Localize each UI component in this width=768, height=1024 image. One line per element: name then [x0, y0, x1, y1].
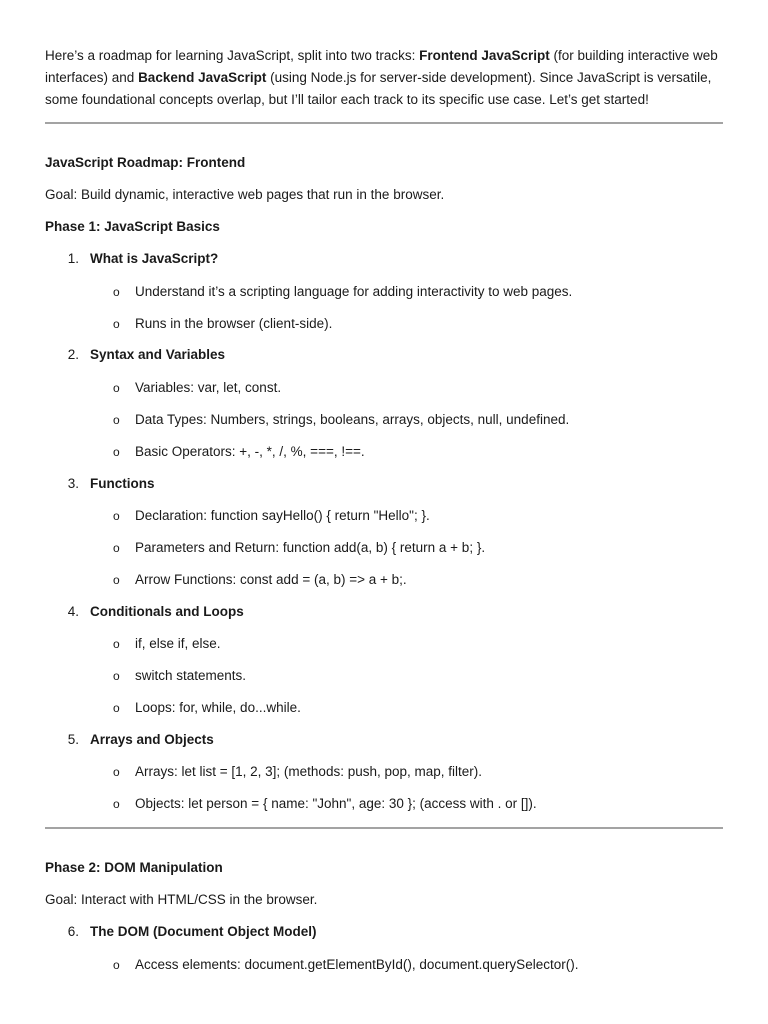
bullet-icon: o — [113, 413, 120, 427]
bullet-item: Variables: var, let, const. — [135, 380, 282, 395]
bullet-icon: o — [113, 381, 120, 395]
bullet-item: Objects: let person = { name: "John", age: 30 }; (access with . or []). — [135, 796, 537, 811]
list-item-title: Syntax and Variables — [90, 347, 226, 362]
bullet-icon: o — [113, 573, 120, 587]
bullet-item: Runs in the browser (client-side). — [135, 316, 333, 331]
bullet-item: Declaration: function sayHello() { return "Hello"; }. — [135, 508, 430, 523]
section-title: JavaScript Roadmap: Frontend — [45, 155, 246, 170]
list-item-title: Arrays and Objects — [90, 732, 214, 747]
bullet-icon: o — [113, 637, 120, 651]
list-number: 2. — [67, 347, 79, 362]
bullet-icon: o — [113, 285, 120, 299]
bullet-item: Understand it’s a scripting language for adding interactivity to web pages. — [135, 284, 573, 299]
bullet-icon: o — [113, 701, 120, 715]
list-number: 5. — [67, 732, 79, 747]
bullet-item: Parameters and Return: function add(a, b) { return a + b; }. — [135, 540, 486, 555]
bullet-item: Basic Operators: +, -, *, /, %, ===, !==. — [135, 444, 365, 459]
bullet-item: Data Types: Numbers, strings, booleans, arrays, objects, null, undefined. — [135, 412, 570, 427]
bullet-item: Arrow Functions: const add = (a, b) => a + b;. — [135, 572, 407, 587]
list-number: 3. — [67, 476, 79, 491]
frontend-js-bold: Frontend JavaScript — [419, 48, 550, 63]
bullet-icon: o — [113, 509, 120, 523]
list-item-title: Functions — [90, 476, 155, 491]
backend-js-bold: Backend JavaScript — [138, 70, 267, 85]
bullet-icon: o — [113, 765, 120, 779]
bullet-item: if, else if, else. — [135, 636, 221, 651]
bullet-icon: o — [113, 317, 120, 331]
list-number: 6. — [67, 924, 79, 939]
list-item-title: The DOM (Document Object Model) — [90, 924, 317, 939]
bullet-icon: o — [113, 541, 120, 555]
intro-text-1: Here’s a roadmap for learning JavaScript, split into two tracks: — [45, 48, 420, 63]
phase-2-title: Phase 2: DOM Manipulation — [45, 860, 223, 875]
phase-2-goal: Goal: Interact with HTML/CSS in the browser. — [45, 892, 318, 907]
bullet-item: switch statements. — [135, 668, 247, 683]
bullet-item: Access elements: document.getElementById(), document.querySelector(). — [135, 957, 579, 972]
phase-1-title: Phase 1: JavaScript Basics — [45, 219, 220, 234]
horizontal-divider — [45, 827, 723, 829]
list-item-title: What is JavaScript? — [90, 251, 219, 266]
bullet-item: Loops: for, while, do...while. — [135, 700, 301, 715]
horizontal-divider — [45, 122, 723, 124]
bullet-icon: o — [113, 797, 120, 811]
bullet-item: Arrays: let list = [1, 2, 3]; (methods: push, pop, map, filter). — [135, 764, 483, 779]
list-item-title: Conditionals and Loops — [90, 604, 244, 619]
bullet-icon: o — [113, 958, 120, 972]
list-number: 1. — [67, 251, 79, 266]
bullet-icon: o — [113, 445, 120, 459]
intro-paragraph — [45, 45, 725, 111]
bullet-icon: o — [113, 669, 120, 683]
list-number: 4. — [67, 604, 79, 619]
intro-text-2: (for building interactive web interfaces) and — [45, 48, 718, 85]
section-goal: Goal: Build dynamic, interactive web pages that run in the browser. — [45, 187, 445, 202]
intro-text-3: (using Node.js for server-side development). Since JavaScript is versatile, some foundational concepts overlap, but I’ll tailor each track to its specific use case. Let’s get started! — [45, 70, 712, 107]
